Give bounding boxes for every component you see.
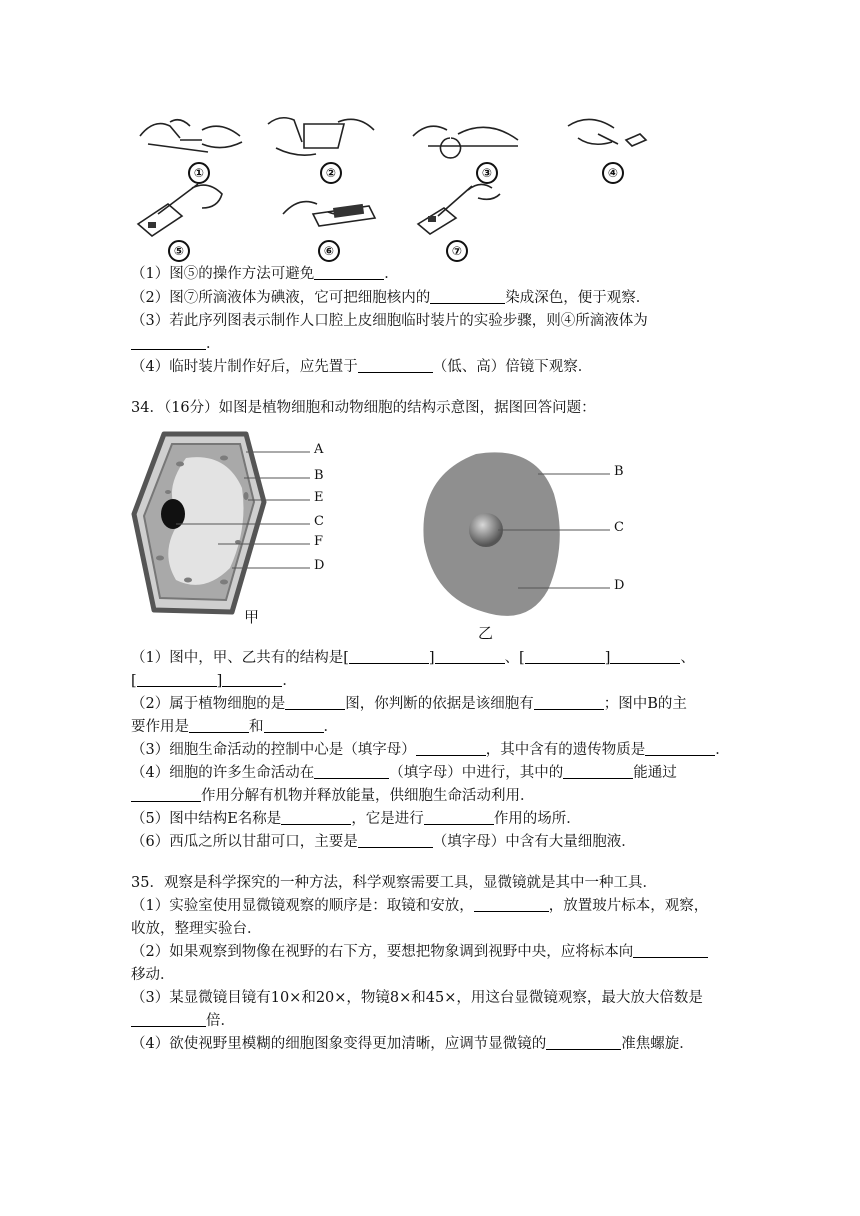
answer-blank[interactable]	[435, 648, 505, 664]
animal-label-d: D	[614, 578, 625, 593]
step-number-4: ④	[602, 162, 624, 184]
q35-s4: （4）欲使视野里模糊的细胞图象变得更加清晰，应调节显微镜的 准焦螺旋．	[131, 1036, 694, 1052]
animal-cell-diagram	[418, 446, 638, 646]
answer-blank[interactable]	[610, 648, 680, 664]
q35-s3: （3）某显微镜目镜有10×和20×，物镜8×和45×，用这台显微镜观察，最大放大倍数是	[131, 990, 703, 1006]
plant-label-a: A	[314, 442, 324, 457]
answer-blank[interactable]	[131, 786, 201, 802]
step-q2: （2）图⑦所滴液体为碘液，它可把细胞核内的 染成深色，便于观察．	[131, 290, 651, 306]
q34-s6: （6）西瓜之所以甘甜可口，主要是 （填字母）中含有大量细胞液．	[131, 834, 636, 850]
answer-blank[interactable]	[281, 809, 351, 825]
answer-blank[interactable]	[474, 896, 549, 912]
answer-blank[interactable]	[137, 671, 217, 687]
answer-blank[interactable]	[285, 694, 345, 710]
q35-s2-cont: 移动．	[131, 967, 175, 983]
q35-s3-cont: 倍．	[131, 1011, 235, 1031]
step-number-5: ⑤	[168, 240, 190, 262]
plant-label-c: C	[314, 514, 324, 529]
plant-label-e: E	[314, 490, 324, 505]
q34-s4: （4）细胞的许多生命活动在 （填字母）中进行，其中的 能通过	[131, 765, 677, 781]
q34-s1: （1）图中，甲、乙共有的结构是[ ] 、[ ] 、	[131, 650, 695, 666]
plant-label-f: F	[314, 534, 324, 549]
answer-blank[interactable]	[525, 648, 605, 664]
step-number-7: ⑦	[446, 240, 468, 262]
step-q4: （4）临时装片制作好后，应先置于 （低、高）倍镜下观察．	[131, 359, 593, 375]
answer-blank[interactable]	[222, 671, 282, 687]
answer-blank[interactable]	[416, 740, 486, 756]
answer-blank[interactable]	[131, 1011, 206, 1027]
answer-blank[interactable]	[349, 648, 429, 664]
step-number-6: ⑥	[318, 240, 340, 262]
animal-cell-name: 乙	[478, 624, 494, 642]
answer-blank[interactable]	[563, 763, 633, 779]
q34-s4-cont: 作用分解有机物并释放能量，供细胞生命活动利用．	[131, 786, 535, 806]
step-q1: （1）图⑤的操作方法可避免 ．	[131, 266, 399, 282]
answer-blank[interactable]	[264, 717, 324, 733]
step-number-2: ②	[320, 162, 342, 184]
animal-label-b: B	[614, 464, 624, 479]
plant-cell-name: 甲	[244, 608, 260, 626]
q34-s5: （5）图中结构E名称是 ，它是进行 作用的场所．	[131, 811, 581, 827]
q35-s2: （2）如果观察到物像在视野的右下方，要想把物象调到视野中央，应将标本向	[131, 942, 708, 962]
answer-blank[interactable]	[358, 357, 433, 373]
answer-blank[interactable]	[131, 334, 206, 350]
step-q3: （3）若此序列图表示制作人口腔上皮细胞临时装片的实验步骤，则④所滴液体为	[131, 313, 648, 329]
plant-label-b: B	[314, 468, 324, 483]
answer-blank[interactable]	[358, 832, 433, 848]
answer-blank[interactable]	[424, 809, 494, 825]
q34-s3: （3）细胞生命活动的控制中心是（填字母） ，其中含有的遗传物质是 ．	[131, 742, 730, 758]
q34-title: 34．（16分）如图是植物细胞和动物细胞的结构示意图，据图回答问题：	[131, 400, 596, 416]
step-q3-cont: ．	[131, 334, 221, 354]
q35-s1-cont: 收放，整理实验台．	[131, 921, 262, 937]
animal-label-c: C	[614, 520, 624, 535]
q34-s2-cont: 要作用是 和 ．	[131, 719, 338, 735]
answer-blank[interactable]	[534, 694, 604, 710]
step-number-1: ①	[188, 162, 210, 184]
answer-blank[interactable]	[546, 1034, 621, 1050]
q34-s2: （2）属于植物细胞的是 图，你判断的依据是该细胞有 ；图中B的主	[131, 696, 687, 712]
step-illustrations	[128, 104, 648, 264]
answer-blank[interactable]	[430, 288, 505, 304]
q35-s1: （1）实验室使用显微镜观察的顺序是：取镜和安放， ，放置玻片标本，观察，	[131, 898, 709, 914]
hands-sketches	[128, 104, 648, 264]
answer-blank[interactable]	[633, 942, 708, 958]
plant-cell-diagram	[128, 430, 348, 630]
step-number-3: ③	[476, 162, 498, 184]
answer-blank[interactable]	[645, 740, 715, 756]
answer-blank[interactable]	[314, 264, 384, 280]
q34-s1-cont: [ ] ．	[131, 673, 297, 689]
answer-blank[interactable]	[189, 717, 249, 733]
answer-blank[interactable]	[314, 763, 389, 779]
q35-title: 35．观察是科学探究的一种方法，科学观察需要工具，显微镜就是其中一种工具．	[131, 875, 657, 891]
plant-label-d: D	[314, 558, 325, 573]
